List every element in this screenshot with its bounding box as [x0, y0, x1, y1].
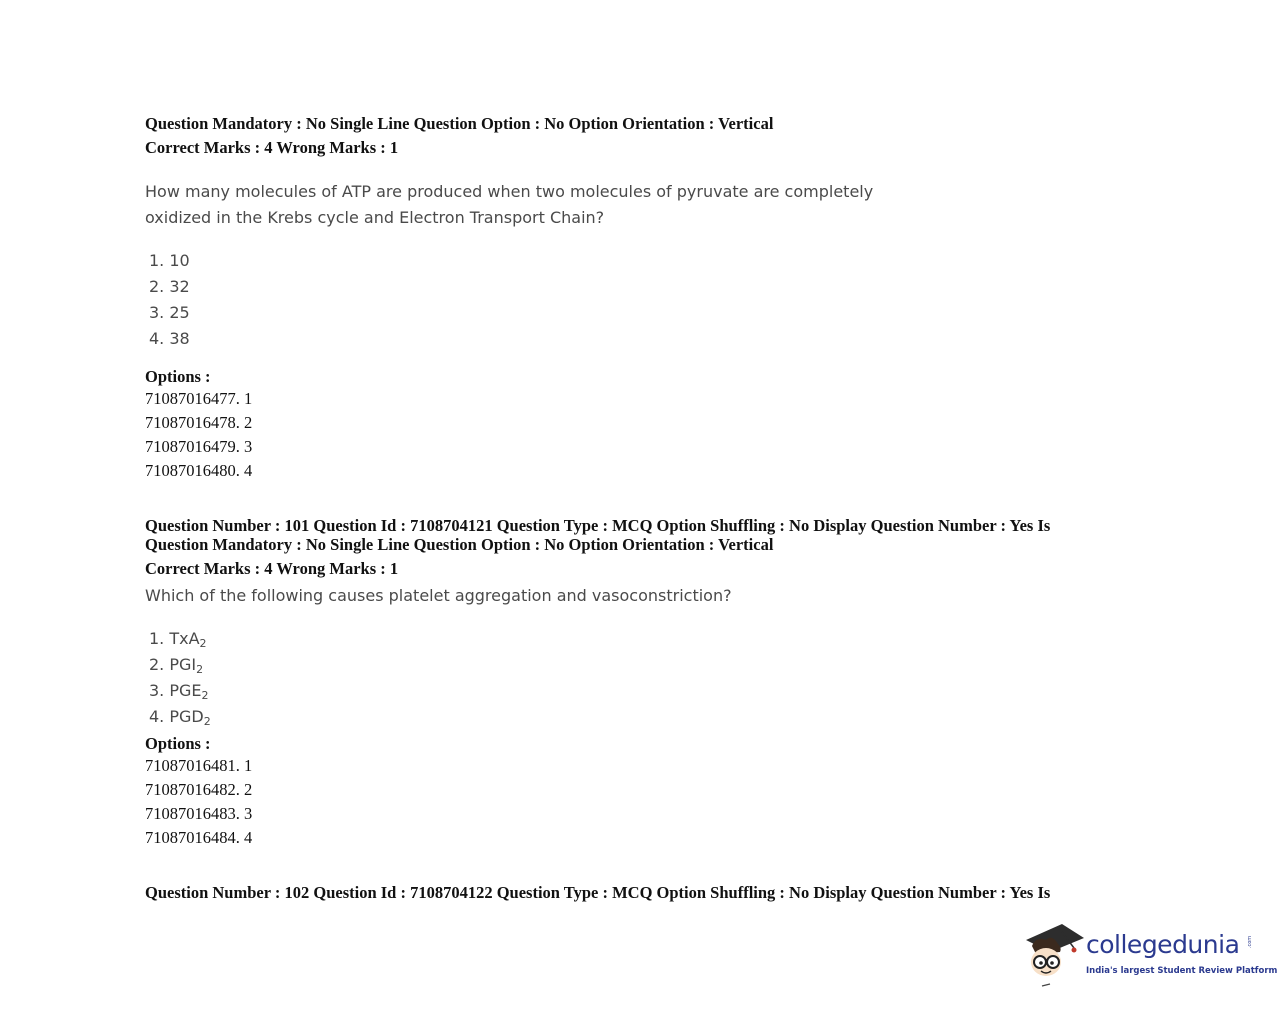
- q101-choice-1: 1. TxA$_2$: [149, 629, 207, 650]
- q101-option-ids: [145, 754, 252, 850]
- q100-meta-line-2: Correct Marks : 4 Wrong Marks : 1: [145, 138, 399, 157]
- mascot-cap-icon: [1022, 918, 1086, 990]
- q101-meta-line-1: Question Number : 101 Question Id : 7108704121 Question Type : MCQ Option Shuffling : No Display Question Number : Yes Is: [145, 516, 1051, 535]
- q100-question-text: [145, 179, 905, 231]
- q101-meta-line-2: Question Mandatory : No Single Line Question Option : No Option Orientation : Vertical: [145, 535, 774, 554]
- q101-choice-2: 2. $PGI_2$: [149, 655, 204, 676]
- q101-choice-3: 3. $PGE_2$: [149, 681, 209, 702]
- q101-option-id-2: 71087016482. 2: [145, 780, 253, 799]
- q101-options-label: Options :: [145, 734, 211, 753]
- q100-meta-line-1: Question Mandatory : No Single Line Question Option : No Option Orientation : Vertical: [145, 114, 774, 133]
- logo-wordmark: collegedunia: [1086, 930, 1240, 959]
- q100-choice-3: 3. 25: [149, 303, 190, 322]
- q100-question-line-2: oxidized in the Krebs cycle and Electron Transport Chain?: [145, 208, 605, 227]
- q101-option-id-1: 71087016481. 1: [145, 756, 253, 775]
- q100-option-id-4: 71087016480. 4: [145, 461, 253, 480]
- q101-option-id-3: 71087016483. 3: [145, 804, 253, 823]
- q101-choice-list: [149, 626, 211, 730]
- collegedunia-logo: [1022, 918, 1278, 990]
- q100-option-id-3: 71087016479. 3: [145, 437, 253, 456]
- q100-options-label: Options :: [145, 367, 211, 386]
- q102-meta-line-1: Question Number : 102 Question Id : 7108704122 Question Type : MCQ Option Shuffling : No Display Question Number : Yes Is: [145, 883, 1051, 902]
- q100-choice-1: 1. 10: [149, 251, 190, 270]
- q101-choice-4: 4. $PGD_2$: [149, 707, 211, 728]
- q100-question-line-1: How many molecules of ATP are produced when two molecules of pyruvate are completely: [145, 182, 874, 201]
- logo-tagline: India's largest Student Review Platform: [1086, 966, 1278, 976]
- q100-choice-4: 4. 38: [149, 329, 190, 348]
- q100-option-ids: [145, 387, 252, 483]
- q101-option-id-4: 71087016484. 4: [145, 828, 253, 847]
- q100-option-id-1: 71087016477. 1: [145, 389, 253, 408]
- logo-com-suffix: .com: [1247, 935, 1254, 949]
- q101-meta-line-3: Correct Marks : 4 Wrong Marks : 1: [145, 559, 399, 578]
- q100-choice-2: 2. 32: [149, 277, 190, 296]
- q100-choice-list: [149, 248, 190, 352]
- q101-question-text: Which of the following causes platelet aggregation and vasoconstriction?: [145, 586, 732, 605]
- q100-option-id-2: 71087016478. 2: [145, 413, 253, 432]
